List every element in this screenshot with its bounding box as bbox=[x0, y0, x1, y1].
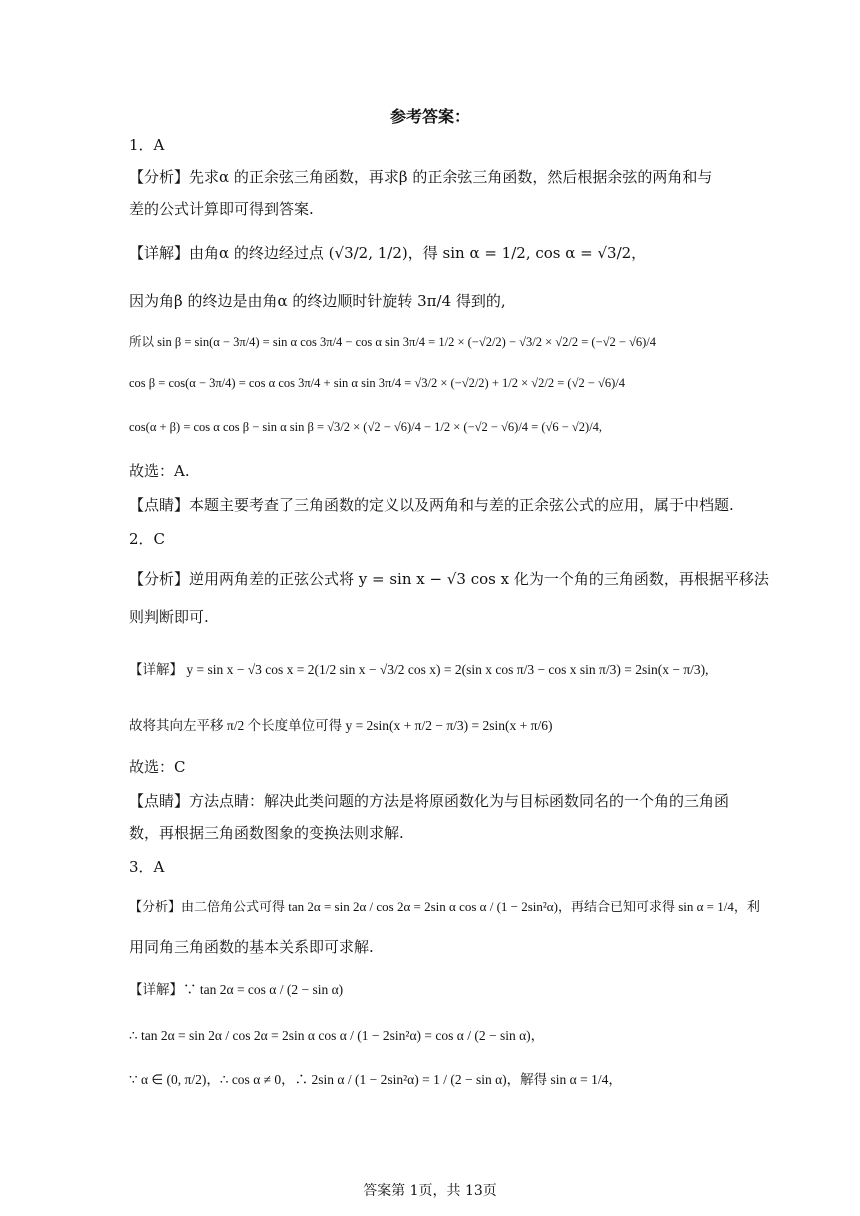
q2-analysis-cont: 则判断即可. bbox=[129, 608, 209, 626]
q1-detail: 【详解】由角α 的终边经过点 (√3/2, 1/2)，得 sin α = 1/2, cos α = √3/2， bbox=[129, 244, 647, 262]
q3-analysis-cont: 用同角三角函数的基本关系即可求解. bbox=[129, 938, 374, 956]
q2-answer: 故选：C bbox=[129, 758, 186, 776]
q1-comment: 【点睛】本题主要考查了三角函数的定义以及两角和与差的正余弦公式的应用，属于中档题. bbox=[129, 496, 734, 514]
q1-formula-sin-beta: 所以 sin β = sin(α − 3π/4) = sin α cos 3π/4 − cos α sin 3π/4 = 1/2 × (−√2/2) − √3/2 × √2/2 = (−√2 − √6)/4 bbox=[129, 335, 657, 349]
q1-analysis-cont: 差的公式计算即可得到答案. bbox=[129, 200, 314, 218]
q1-formula-cos-sum: cos(α + β) = cos α cos β − sin α sin β = √3/2 × (√2 − √6)/4 − 1/2 × (−√2 − √6)/4 = (√6 − √2)/4, bbox=[129, 420, 603, 434]
q1-answer: 故选：A. bbox=[129, 462, 190, 480]
q3-detail-tan: ∴ tan 2α = sin 2α / cos 2α = 2sin α cos α / (1 − 2sin²α) = cos α / (2 − sin α)， bbox=[129, 1028, 545, 1043]
q2-detail: 【详解】 y = sin x − √3 cos x = 2(1/2 sin x − √3/2 cos x) = 2(sin x cos π/3 − cos x sin π/3) = 2sin(x − π/3), bbox=[129, 662, 709, 677]
q3-detail-given: 【详解】∵ tan 2α = cos α / (2 − sin α) bbox=[129, 982, 344, 997]
q2-analysis: 【分析】逆用两角差的正弦公式将 y = sin x − √3 cos x 化为一个角的三角函数，再根据平移法 bbox=[129, 570, 769, 588]
q1-detail-rotation: 因为角β 的终边是由角α 的终边顺时针旋转 3π/4 得到的, bbox=[129, 292, 506, 310]
q1-number: 1．A bbox=[129, 136, 165, 154]
q2-comment: 【点睛】方法点睛：解决此类问题的方法是将原函数化为与目标函数同名的一个角的三角函 bbox=[129, 792, 730, 810]
q2-shift: 故将其向左平移 π/2 个长度单位可得 y = 2sin(x + π/2 − π/3) = 2sin(x + π/6) bbox=[129, 718, 553, 733]
q1-analysis: 【分析】先求α 的正余弦三角函数，再求β 的正余弦三角函数，然后根据余弦的两角和与 bbox=[129, 168, 713, 186]
page-title: 参考答案： bbox=[389, 107, 470, 126]
q2-number: 2．C bbox=[129, 530, 166, 548]
q1-formula-cos-beta: cos β = cos(α − 3π/4) = cos α cos 3π/4 + sin α sin 3π/4 = √3/2 × (−√2/2) + 1/2 × √2/2 = (√2 − √6)/4 bbox=[129, 376, 625, 390]
q3-analysis: 【分析】由二倍角公式可得 tan 2α = sin 2α / cos 2α = 2sin α cos α / (1 − 2sin²α)，再结合已知可求得 sin α = 1/4，利 bbox=[129, 899, 760, 914]
q3-detail-solve: ∵ α ∈ (0, π/2)，∴ cos α ≠ 0，∴ 2sin α / (1 − 2sin²α) = 1 / (2 − sin α)，解得 sin α = 1/4， bbox=[129, 1072, 622, 1087]
page-footer: 答案第 1页，共 13页 bbox=[363, 1183, 497, 1199]
q3-number: 3．A bbox=[129, 858, 165, 876]
q2-comment-cont: 数，再根据三角函数图象的变换法则求解. bbox=[129, 824, 404, 842]
